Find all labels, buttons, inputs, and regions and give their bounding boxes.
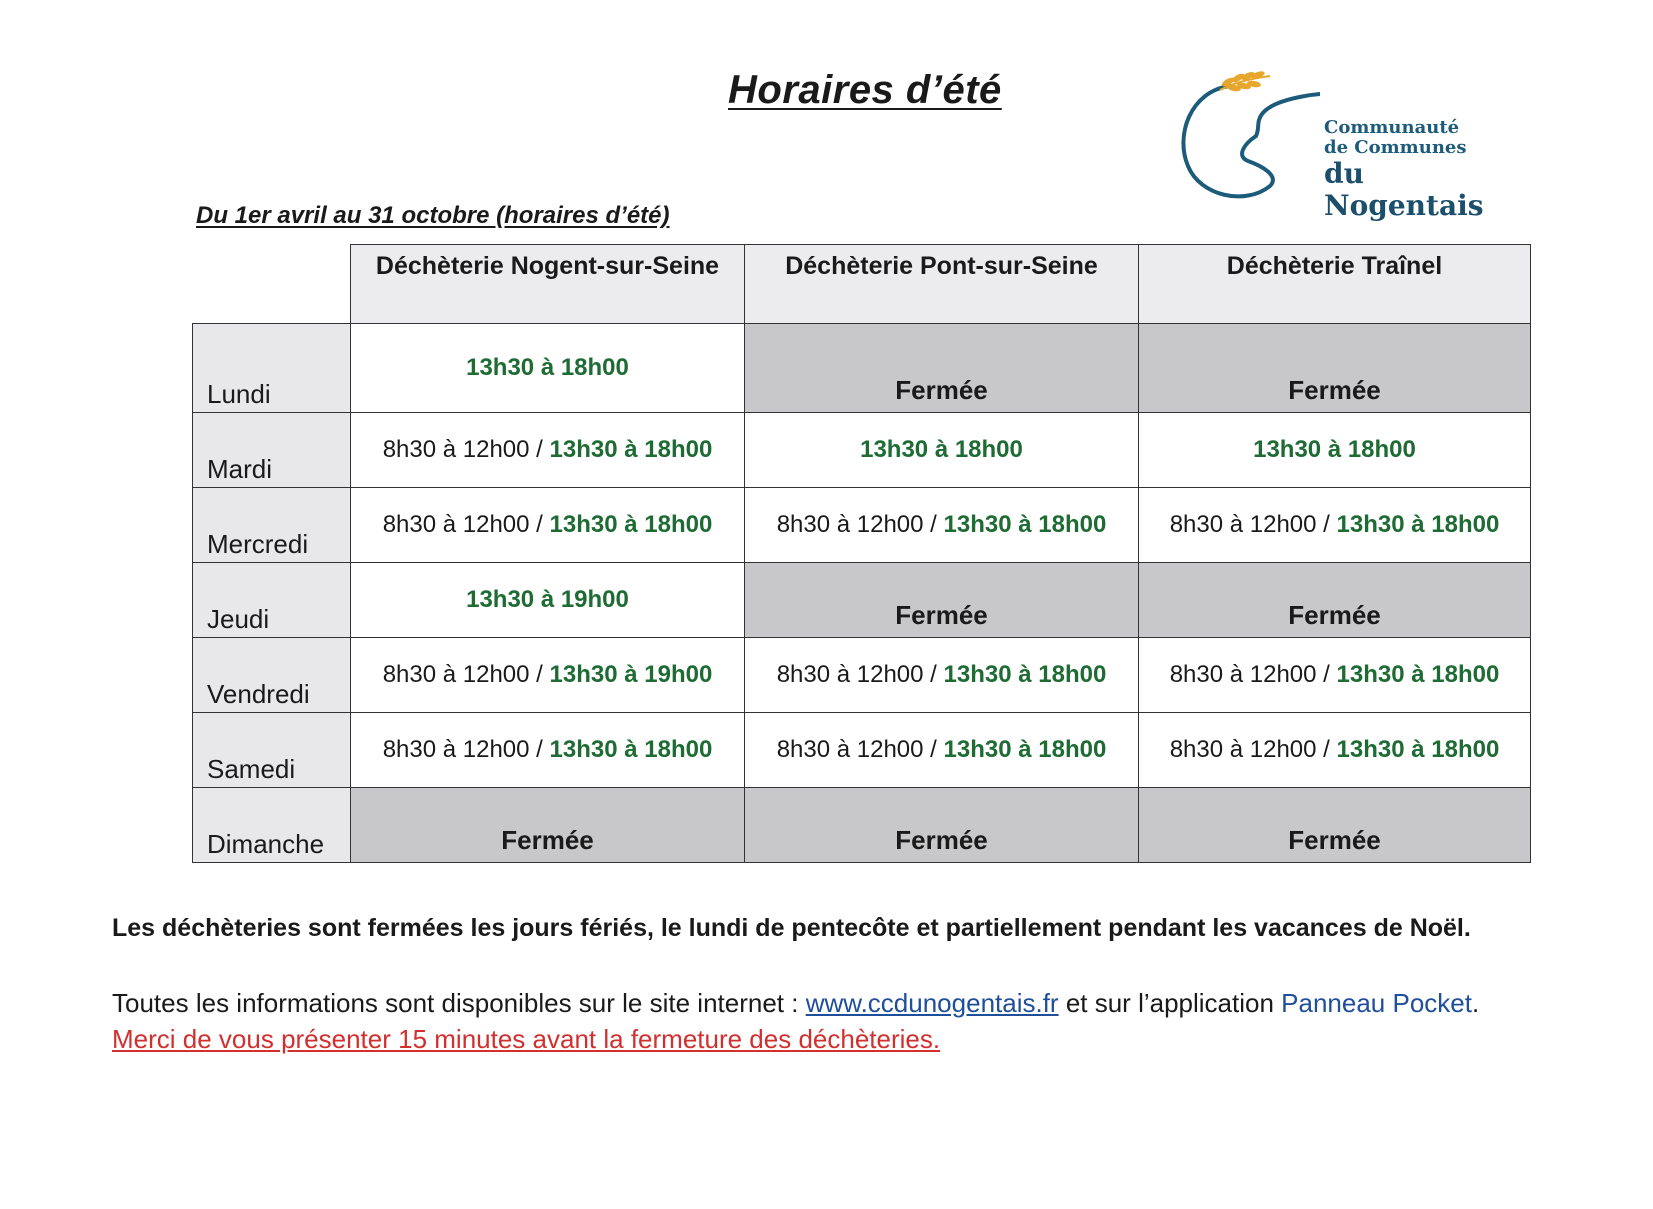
afternoon-hours: 13h30 à 18h00 (1336, 736, 1500, 763)
header-pont: Déchèterie Pont-sur-Seine (745, 245, 1139, 324)
day-label: Samedi (193, 713, 351, 788)
hours-cell-nogent (351, 324, 745, 413)
row-vendredi (193, 638, 1531, 713)
morning-hours: 8h30 à 12h00 / (776, 736, 944, 763)
afternoon-hours: 13h30 à 18h00 (860, 436, 1023, 463)
logo-line-3: du Nogentais (1324, 157, 1484, 222)
day-label: Dimanche (193, 788, 351, 863)
afternoon-hours: 13h30 à 18h00 (549, 736, 713, 763)
morning-hours: 8h30 à 12h00 / (382, 661, 550, 688)
logo-emblem-icon (1170, 66, 1320, 216)
hours-cell-nogent (351, 563, 745, 638)
hours-cell-pont (745, 413, 1139, 488)
closed-cell-trainel: Fermée (1139, 324, 1531, 413)
row-lundi (193, 324, 1531, 413)
afternoon-hours: 13h30 à 19h00 (549, 661, 713, 688)
logo (1170, 66, 1510, 222)
app-name: Panneau Pocket (1281, 988, 1472, 1018)
hours-cell-nogent (351, 413, 745, 488)
day-label: Lundi (193, 324, 351, 413)
hours-cell-trainel (1139, 713, 1531, 788)
header-trainel: Déchèterie Traînel (1139, 245, 1531, 324)
afternoon-hours: 13h30 à 18h00 (466, 354, 629, 381)
closed-cell-pont: Fermée (745, 788, 1139, 863)
row-mardi (193, 413, 1531, 488)
info-middle: et sur l’application (1058, 988, 1282, 1018)
afternoon-hours: 13h30 à 18h00 (1336, 511, 1500, 538)
afternoon-hours: 13h30 à 19h00 (466, 586, 629, 613)
day-label: Mardi (193, 413, 351, 488)
row-jeudi (193, 563, 1531, 638)
morning-hours: 8h30 à 12h00 / (382, 436, 550, 463)
row-samedi (193, 713, 1531, 788)
afternoon-hours: 13h30 à 18h00 (1253, 436, 1416, 463)
logo-text (1324, 118, 1510, 221)
logo-line-2: de Communes (1324, 137, 1467, 159)
row-mercredi (193, 488, 1531, 563)
afternoon-hours: 13h30 à 18h00 (1336, 661, 1500, 688)
morning-hours: 8h30 à 12h00 / (382, 511, 550, 538)
afternoon-hours: 13h30 à 18h00 (943, 511, 1107, 538)
info-prefix: Toutes les informations sont disponibles sur le site internet : (112, 988, 806, 1018)
closed-cell-trainel: Fermée (1139, 788, 1531, 863)
info-suffix: . (1471, 988, 1480, 1018)
arrival-warning: Merci de vous présenter 15 minutes avant la fermeture des déchèteries. (112, 1024, 941, 1054)
corner-cell (193, 245, 351, 324)
hours-cell-pont (745, 488, 1139, 563)
website-link[interactable]: www.ccdunogentais.fr (805, 988, 1059, 1018)
afternoon-hours: 13h30 à 18h00 (549, 436, 713, 463)
closed-cell-trainel: Fermée (1139, 563, 1531, 638)
morning-hours: 8h30 à 12h00 / (1169, 511, 1337, 538)
hours-cell-nogent (351, 638, 745, 713)
hours-cell-pont (745, 713, 1139, 788)
closed-cell-pont: Fermée (745, 324, 1139, 413)
info-line (112, 988, 1479, 1019)
morning-hours: 8h30 à 12h00 / (1169, 736, 1337, 763)
page-title: Horaires d’été (728, 68, 1002, 112)
hours-cell-trainel (1139, 488, 1531, 563)
hours-cell-nogent (351, 488, 745, 563)
closure-note: Les déchèteries sont fermées les jours fériés, le lundi de pentecôte et partiellement pendant les vacances de Noël. (112, 914, 1471, 942)
header-nogent: Déchèterie Nogent-sur-Seine (351, 245, 745, 324)
hours-cell-trainel (1139, 638, 1531, 713)
schedule-table (192, 244, 1531, 863)
period-subtitle: Du 1er avril au 31 octobre (horaires d’été) (196, 202, 670, 229)
row-dimanche (193, 788, 1531, 863)
hours-cell-nogent (351, 713, 745, 788)
afternoon-hours: 13h30 à 18h00 (943, 736, 1107, 763)
morning-hours: 8h30 à 12h00 / (776, 661, 944, 688)
hours-cell-pont (745, 638, 1139, 713)
header-row (193, 245, 1531, 324)
morning-hours: 8h30 à 12h00 / (1169, 661, 1337, 688)
day-label: Vendredi (193, 638, 351, 713)
day-label: Mercredi (193, 488, 351, 563)
afternoon-hours: 13h30 à 18h00 (943, 661, 1107, 688)
afternoon-hours: 13h30 à 18h00 (549, 511, 713, 538)
day-label: Jeudi (193, 563, 351, 638)
closed-cell-pont: Fermée (745, 563, 1139, 638)
morning-hours: 8h30 à 12h00 / (776, 511, 944, 538)
morning-hours: 8h30 à 12h00 / (382, 736, 550, 763)
closed-cell-nogent: Fermée (351, 788, 745, 863)
logo-line-1: Communauté (1324, 117, 1460, 138)
hours-cell-trainel (1139, 413, 1531, 488)
